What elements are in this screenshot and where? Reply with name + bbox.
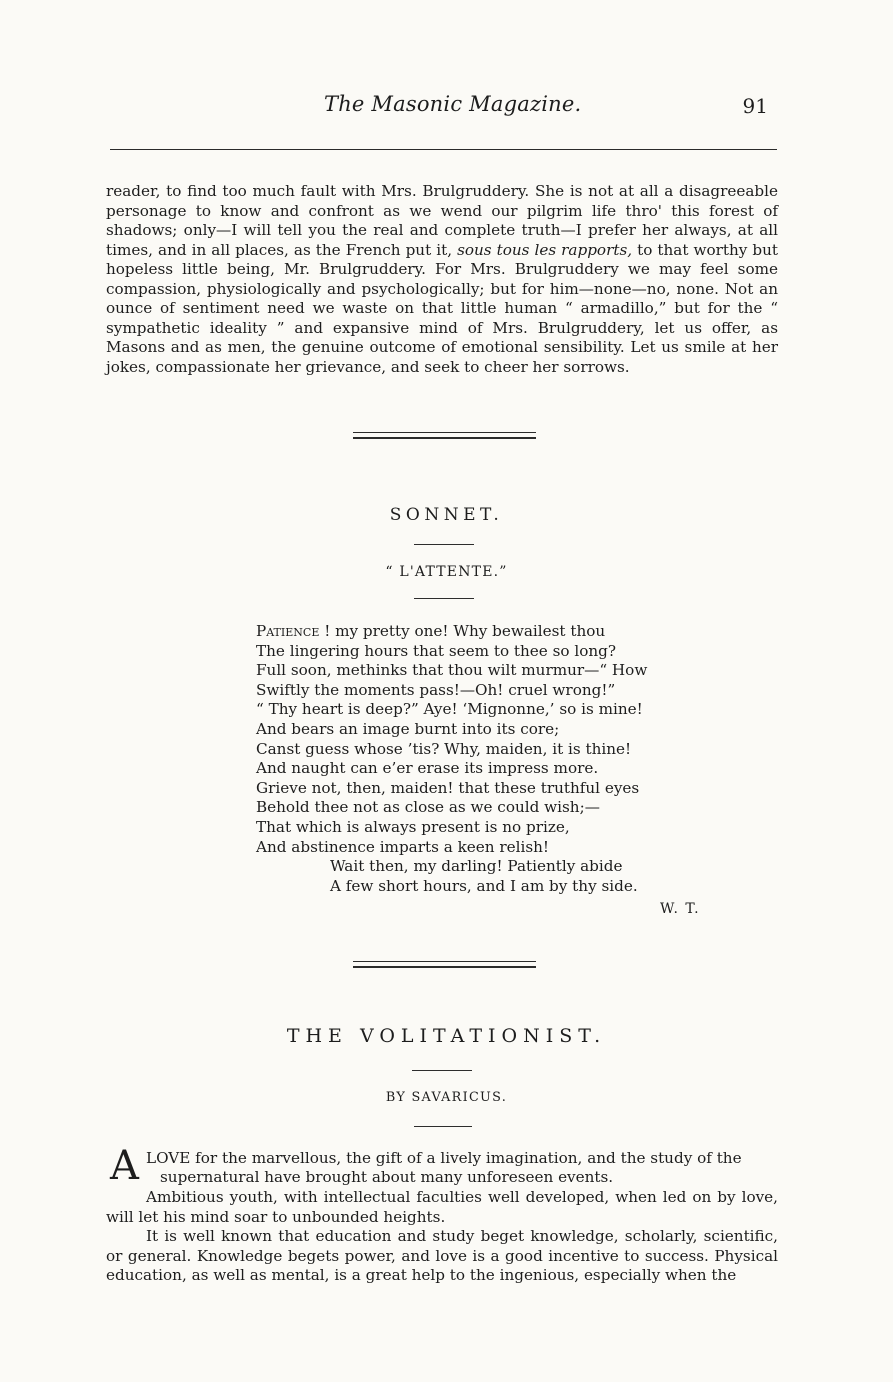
poem-first-word: Patience: [256, 622, 320, 640]
poem-line: Behold thee not as close as we could wish;—: [256, 798, 600, 817]
poem-line: Swiftly the moments pass!—Oh! cruel wrong!”: [256, 680, 616, 699]
article-continuation-paragraph: [106, 182, 778, 377]
poem-line: And bears an image burnt into its core;: [256, 719, 560, 738]
heading-rule: [412, 1070, 472, 1071]
sonnet-poem: [256, 622, 726, 896]
section-divider: [353, 961, 536, 969]
poem-line: [256, 622, 726, 642]
sonnet-heading: SONNET.: [389, 505, 504, 525]
section-divider: [353, 432, 536, 440]
page-header: [110, 92, 780, 132]
article-byline: BY SAVARICUS.: [385, 1090, 508, 1105]
paragraph-text-before: reader, to find too much fault with Mrs. Brulgruddery. She is not at all a disagreeable personage to know and confront as we wend our pilgrim life thro' this forest of shadows; only—I will tell you the real and complete truth—I prefer her always, at all times, and in all places, as the French put it,: [106, 182, 778, 259]
poem-line: Full soon, methinks that thou wilt murmur—“ How: [256, 661, 648, 680]
page-number: 91: [742, 94, 768, 118]
poem-first-line-rest: ! my pretty one! Why bewailest thou: [324, 622, 606, 640]
sonnet-subtitle: “ L'ATTENTE.”: [385, 564, 508, 580]
article-paragraph: Ambitious youth, with intellectual faculties well developed, when led on by love, will let his mind soar to unbounded heights.: [106, 1188, 778, 1226]
poem-signature: W. T.: [660, 901, 701, 917]
article-heading: THE VOLITATIONIST.: [286, 1025, 607, 1047]
poem-couplet-line: Wait then, my darling! Patiently abide: [330, 857, 623, 876]
running-title: The Masonic Magazine.: [324, 92, 582, 116]
byline-rule: [414, 1126, 472, 1127]
heading-rule: [414, 544, 474, 545]
article-paragraph: It is well known that education and study beget knowledge, scholarly, scientific, or general. Knowledge begets power, and love is a good incentive to success. Physical education, as well as mental, is a great help to the ingenious, especially when the: [106, 1227, 778, 1284]
french-phrase: sous tous les rapports,: [457, 240, 633, 259]
first-paragraph-line: supernatural have brought about many unforeseen events.: [160, 1168, 614, 1186]
header-rule: [110, 149, 777, 150]
poem-line: The lingering hours that seem to thee so long?: [256, 641, 617, 660]
poem-line: Canst guess whose ’tis? Why, maiden, it is thine!: [256, 739, 632, 758]
poem-line: And abstinence imparts a keen relish!: [256, 837, 550, 856]
paragraph-text-after: to that worthy but hopeless little being, Mr. Brulgruddery. For Mrs. Brulgruddery we may feel some compassion, physiologically and psychologically; but for him—none—no, none. Not an ounce of sentiment need we waste on that little human “ armadillo,” but for the “ sympathetic ideality ” and expansive mind of Mrs. Brulgruddery, let us offer, as Masons and as men, the genuine outcome of emotional sensibility. Let us smile at her jokes, compassionate her grievance, and seek to cheer her sorrows.: [106, 240, 779, 376]
first-paragraph-line: LOVE for the marvellous, the gift of a lively imagination, and the study of the: [146, 1149, 742, 1167]
drop-cap: A: [110, 1143, 139, 1189]
poem-line: Grieve not, then, maiden! that these truthful eyes: [256, 778, 640, 797]
poem-couplet-line: A few short hours, and I am by thy side.: [330, 876, 638, 895]
poem-line: “ Thy heart is deep?” Aye! ‘Mignonne,’ so is mine!: [256, 700, 643, 719]
poem-line: And naught can e’er erase its impress more.: [256, 759, 599, 778]
poem-line: That which is always present is no prize,: [256, 817, 570, 836]
subtitle-rule: [414, 598, 474, 599]
